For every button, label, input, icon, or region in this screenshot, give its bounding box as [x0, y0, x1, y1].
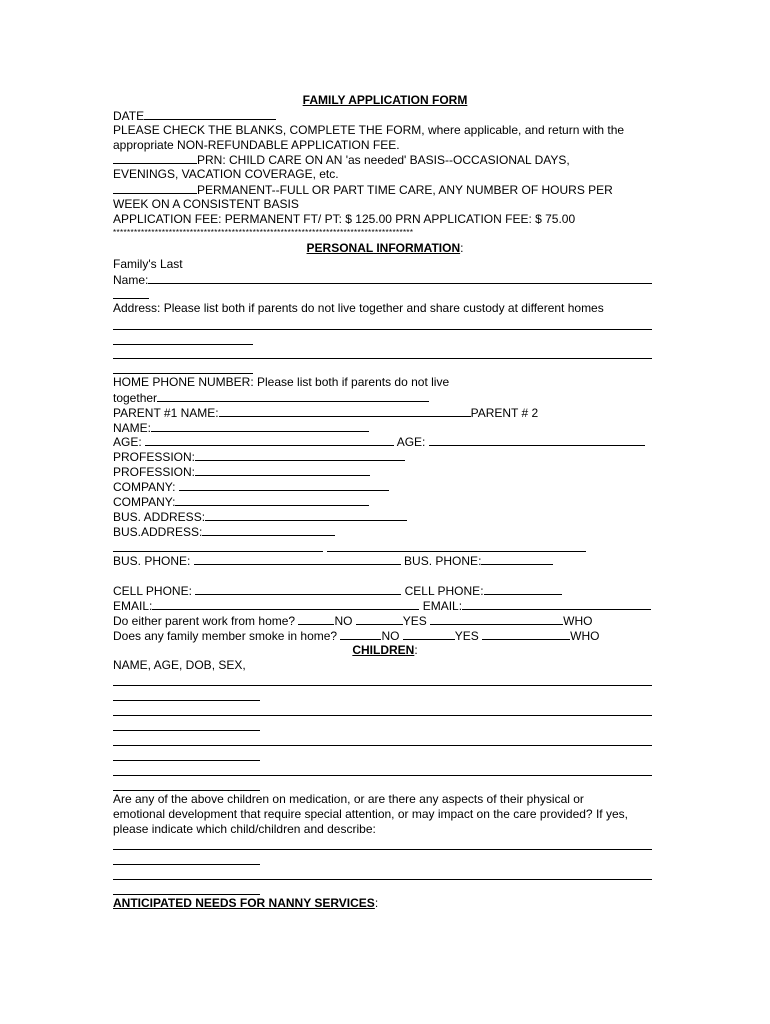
age-row: AGE: AGE: — [113, 434, 645, 449]
instructions-line-1: PLEASE CHECK THE BLANKS, COMPLETE THE FORM, where applicable, and return with the — [113, 123, 625, 137]
children-fields-label: NAME, AGE, DOB, SEX, — [113, 658, 246, 672]
family-name-blank[interactable] — [148, 272, 652, 284]
permanent-option: PERMANENT--FULL OR PART TIME CARE, ANY NUMBER OF HOURS PER — [113, 182, 613, 197]
address-line-2[interactable] — [113, 344, 253, 345]
company2-field: COMPANY: — [113, 494, 369, 509]
home-phone-label: HOME PHONE NUMBER: Please list both if parents do not live — [113, 375, 450, 389]
home-phone-field: together — [113, 390, 429, 405]
parent1-bus-phone-blank[interactable] — [194, 553, 401, 565]
cell-phone-row: CELL PHONE: CELL PHONE: — [113, 583, 562, 598]
work-home-no-blank[interactable] — [298, 613, 334, 625]
children-line-3[interactable] — [113, 715, 652, 716]
home-phone-blank[interactable] — [157, 390, 429, 402]
medication-question-2: emotional development that require special attention, or may impact on the care provided? If yes, — [113, 807, 628, 821]
parent1-email-blank[interactable] — [152, 598, 419, 610]
parent1-bus-address-blank[interactable] — [205, 509, 407, 521]
smoke-who-blank[interactable] — [482, 628, 570, 640]
bus-address-field: BUS. ADDRESS: — [113, 509, 407, 524]
profession2-field: PROFESSION: — [113, 464, 370, 479]
prn-checkbox-blank[interactable] — [113, 152, 197, 164]
work-from-home-row: Do either parent work from home? NO YES WHO — [113, 614, 593, 628]
parent1-profession-blank[interactable] — [195, 449, 405, 461]
prn-line-2: EVENINGS, VACATION COVERAGE, etc. — [113, 167, 339, 181]
children-line-4[interactable] — [113, 730, 260, 731]
medication-line-1[interactable] — [113, 849, 652, 850]
date-field: DATE — [113, 108, 276, 123]
prn-option: PRN: CHILD CARE ON AN 'as needed' BASIS--OCCASIONAL DAYS, — [113, 152, 570, 167]
parent1-cell-phone-blank[interactable] — [195, 583, 401, 595]
children-line-5[interactable] — [113, 745, 652, 746]
star-separator: ************************************************************************************** — [113, 228, 414, 237]
parent2-age-blank[interactable] — [429, 434, 645, 446]
bus-address-cont-2[interactable] — [327, 551, 586, 552]
parent2-profession-blank[interactable] — [195, 464, 370, 476]
parent2-company-blank[interactable] — [175, 494, 369, 506]
parent1-company-blank[interactable] — [179, 479, 389, 491]
medication-question-3: please indicate which child/children and describe: — [113, 822, 376, 836]
address-label: Address: Please list both if parents do not live together and share custody at different homes — [113, 301, 604, 315]
parent2-name-blank[interactable] — [151, 420, 369, 432]
address-line-4[interactable] — [113, 373, 253, 374]
personal-info-heading: PERSONAL INFORMATION: — [306, 241, 464, 255]
bus-address2-field: BUS.ADDRESS: — [113, 524, 335, 539]
children-line-8[interactable] — [113, 790, 260, 791]
parent1-age-blank[interactable] — [145, 434, 394, 446]
permanent-checkbox-blank[interactable] — [113, 182, 197, 194]
medication-line-4[interactable] — [113, 894, 260, 895]
parent2-bus-address-blank[interactable] — [202, 524, 335, 536]
medication-line-2[interactable] — [113, 864, 260, 865]
form-title: FAMILY APPLICATION FORM — [302, 93, 468, 107]
children-line-2[interactable] — [113, 700, 260, 701]
permanent-line-2: WEEK ON A CONSISTENT BASIS — [113, 197, 299, 211]
parent1-name-blank[interactable] — [219, 405, 471, 417]
medication-line-3[interactable] — [113, 879, 652, 880]
work-home-yes-blank[interactable] — [356, 613, 403, 625]
fee-line: APPLICATION FEE: PERMANENT FT/ PT: $ 125.00 PRN APPLICATION FEE: $ 75.00 — [113, 212, 576, 226]
medication-question-1: Are any of the above children on medication, or are there any aspects of their physical or — [113, 792, 584, 806]
work-home-who-blank[interactable] — [430, 613, 563, 625]
parent2-bus-phone-blank[interactable] — [481, 553, 553, 565]
instructions-line-2: appropriate NON-REFUNDABLE APPLICATION FEE. — [113, 138, 400, 152]
parent2-cell-phone-blank[interactable] — [484, 583, 562, 595]
children-heading: CHILDREN: — [352, 643, 418, 657]
smoke-no-blank[interactable] — [340, 628, 381, 640]
parent2-email-blank[interactable] — [462, 598, 651, 610]
parent-name-row: PARENT #1 NAME: PARENT # 2 — [113, 406, 539, 420]
email-row: EMAIL: EMAIL: — [113, 598, 651, 613]
date-blank[interactable] — [144, 108, 276, 120]
bus-address-cont-1[interactable] — [113, 551, 323, 552]
profession-field: PROFESSION: — [113, 449, 405, 464]
children-line-7[interactable] — [113, 775, 652, 776]
smoke-yes-blank[interactable] — [403, 628, 455, 640]
parent2-name-field: NAME: — [113, 420, 369, 435]
address-line-1[interactable] — [113, 329, 652, 330]
family-last-label: Family's Last — [113, 257, 183, 271]
family-name-field: Name: — [113, 272, 652, 287]
address-line-3[interactable] — [113, 358, 652, 359]
children-line-6[interactable] — [113, 760, 260, 761]
family-name-blank-cont[interactable] — [113, 298, 149, 299]
company-field: COMPANY: — [113, 479, 389, 494]
smoke-row: Does any family member smoke in home? NO YES WHO — [113, 629, 600, 643]
bus-phone-row: BUS. PHONE: BUS. PHONE: — [113, 553, 553, 568]
nanny-needs-heading: ANTICIPATED NEEDS FOR NANNY SERVICES: — [113, 896, 379, 910]
children-line-1[interactable] — [113, 685, 652, 686]
